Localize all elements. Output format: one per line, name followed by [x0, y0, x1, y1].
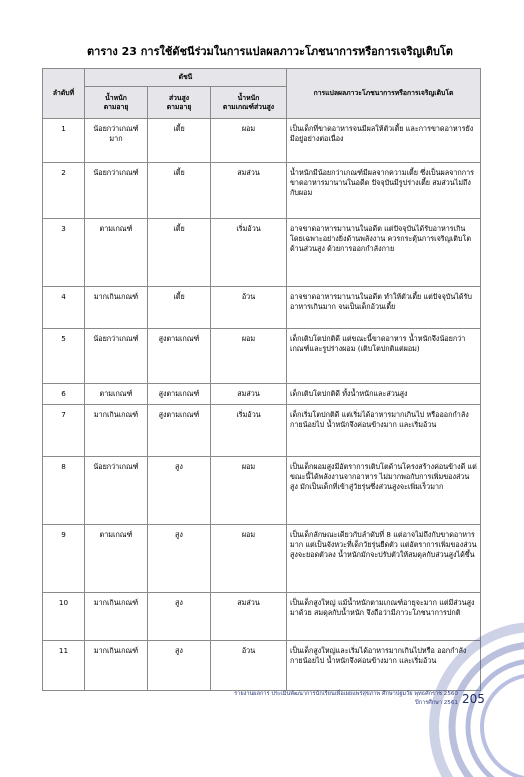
cell-interpretation: เด็กเริ่มโตปกติดี แต่เริ่มได้อาหารมากเกินไป หรือออกกำลังกายน้อยไป น้ำหนักจึงค่อนข้างมาก และเริ่มอ้วน — [287, 405, 481, 457]
cell-interpretation: เป็นเด็กผอมสูงมีอัตราการเติบโตด้านโครงสร้างค่อนข้างดี แต่ขณะนี้ได้พลังงานจากอาหาร ไม่มากพอกับการเพิ่มของส่วนสูง มักเป็นเด็กที่เข้าสู่วัยรุ่นซึ่งส่วนสูงจะเพิ่มเร็วมาก — [287, 457, 481, 525]
header-weight-for-age-line2: ตามอายุ — [103, 102, 129, 111]
row-number: 2 — [43, 163, 85, 219]
cell-weight-for-height: สมส่วน — [211, 593, 287, 641]
cell-weight-for-age: น้อยกว่าเกณฑ์ — [85, 329, 148, 384]
cell-weight-for-height: เริ่มอ้วน — [211, 405, 287, 457]
row-number: 9 — [43, 525, 85, 593]
cell-weight-for-height: สมส่วน — [211, 163, 287, 219]
footer-report-title — [200, 690, 458, 708]
cell-weight-for-height: ผอม — [211, 457, 287, 525]
table-row — [43, 384, 481, 405]
cell-weight-for-height: ผอม — [211, 119, 287, 163]
row-number: 4 — [43, 287, 85, 329]
cell-weight-for-age: ตามเกณฑ์ — [85, 219, 148, 287]
footer-line2: ปีการศึกษา 2561 — [415, 700, 458, 706]
cell-interpretation: เป็นเด็กที่ขาดอาหารจนมีผลให้ตัวเตี้ย และการขาดอาหารยังมีอยู่อย่างต่อเนื่อง — [287, 119, 481, 163]
cell-interpretation: น้ำหนักมีน้อยกว่าเกณฑ์มีผลจากความเตี้ย ซึ่งเป็นผลจากการขาดอาหารมานานในอดีต ปัจจุบันมีรูปร่างเตี้ย สมส่วนไม่ถึงกับผอม — [287, 163, 481, 219]
cell-interpretation: เป็นเด็กสูงใหญ่และเริ่มได้อาหารมากเกินไปหรือ ออกกำลังกายน้อยไป น้ำหนักจึงค่อนข้างมาก และเริ่มอ้วน — [287, 641, 481, 691]
row-number: 11 — [43, 641, 85, 691]
cell-height-for-age: สูง — [148, 525, 211, 593]
table-row — [43, 525, 481, 593]
cell-weight-for-age: น้อยกว่าเกณฑ์ มาก — [85, 119, 148, 163]
cell-height-for-age: เตี้ย — [148, 119, 211, 163]
cell-height-for-age: สูง — [148, 457, 211, 525]
cell-weight-for-age: มากเกินเกณฑ์ — [85, 641, 148, 691]
header-index-group: ดัชนี — [85, 69, 287, 87]
cell-height-for-age: สูงตามเกณฑ์ — [148, 329, 211, 384]
cell-weight-for-height: อ้วน — [211, 641, 287, 691]
cell-weight-for-age: มากเกินเกณฑ์ — [85, 405, 148, 457]
table-row — [43, 163, 481, 219]
cell-height-for-age: สูงตามเกณฑ์ — [148, 384, 211, 405]
cell-weight-for-height: ผอม — [211, 329, 287, 384]
cell-weight-for-age: มากเกินเกณฑ์ — [85, 593, 148, 641]
cell-weight-for-age: น้อยกว่าเกณฑ์ — [85, 163, 148, 219]
nutrition-index-table — [42, 68, 481, 691]
row-number: 8 — [43, 457, 85, 525]
cell-interpretation: เป็นเด็กลักษณะเดียวกับลำดับที่ 8 แต่อาจไม่ถึงกับขาดอาหารมาก แต่เป็นจังหวะที่เด็กวัยรุ่นยืดตัว แต่อัตราการเพิ่มของส่วนสูงจะยอดตัวลง น้ำหนักมักจะปรับตัวให้สมดุลกับส่วนสูงได้ขึ้น — [287, 525, 481, 593]
cell-interpretation: อาจขาดอาหารมานานในอดีต แต่ปัจจุบันได้รับอาหารเกิน โดยเฉพาะอย่างยิ่งด้านพลังงาน ควรกระตุ้นการเจริญเติบโตด้านส่วนสูง ด้วยการออกกำลังกาย — [287, 219, 481, 287]
header-no: ลำดับที่ — [43, 69, 85, 119]
header-weight-for-height — [211, 87, 287, 119]
header-weight-for-height-line1: น้ำหนัก — [237, 93, 260, 102]
cell-height-for-age: สูงตามเกณฑ์ — [148, 405, 211, 457]
table-row — [43, 457, 481, 525]
table-row — [43, 287, 481, 329]
header-weight-for-age — [85, 87, 148, 119]
cell-interpretation: เด็กเติบโตปกติดี แต่ขณะนี้ขาดอาหาร น้ำหนักจึงน้อยกว่าเกณฑ์และรูปร่างผอม (เติบโตปกติแต่ผอม) — [287, 329, 481, 384]
cell-weight-for-height: เริ่มอ้วน — [211, 219, 287, 287]
cell-height-for-age: สูง — [148, 641, 211, 691]
cell-interpretation: เด็กเติบโตปกติดี ทั้งน้ำหนักและส่วนสูง — [287, 384, 481, 405]
cell-weight-for-age: ตามเกณฑ์ — [85, 384, 148, 405]
cell-weight-for-height: อ้วน — [211, 287, 287, 329]
page-number: 205 — [462, 692, 485, 706]
cell-weight-for-height: ผอม — [211, 525, 287, 593]
table-row — [43, 119, 481, 163]
table-title: ตาราง 23 การใช้ดัชนีร่วมในการแปลผลภาวะโภชนาการหรือการเจริญเติบโต — [87, 45, 453, 58]
header-interpretation: การแปลผลภาวะโภชนาการหรือการเจริญเติบโต — [287, 69, 481, 119]
row-number: 10 — [43, 593, 85, 641]
table-row — [43, 405, 481, 457]
header-height-for-age — [148, 87, 211, 119]
table-row — [43, 329, 481, 384]
header-weight-for-height-line2: ตามเกณฑ์ส่วนสูง — [222, 102, 275, 111]
cell-height-for-age: สูง — [148, 593, 211, 641]
cell-weight-for-age: น้อยกว่าเกณฑ์ — [85, 457, 148, 525]
footer-line1: รายงานผลการ ประเมินพัฒนาการนักเรียนเพื่อเผยแพร่สุขภาพ ศึกษาปฐมวัย พุทธศักราช 2560 — [234, 691, 458, 697]
cell-weight-for-age: มากเกินเกณฑ์ — [85, 287, 148, 329]
header-weight-for-age-line1: น้ำหนัก — [105, 93, 127, 102]
cell-height-for-age: เตี้ย — [148, 287, 211, 329]
cell-interpretation: อาจขาดอาหารมานานในอดีต ทำให้ตัวเตี้ย แต่ปัจจุบันได้รับอาหารเกินมาก จนเป็นเด็กอ้วนเตี้ย — [287, 287, 481, 329]
cell-height-for-age: เตี้ย — [148, 219, 211, 287]
row-number: 3 — [43, 219, 85, 287]
cell-weight-for-age: ตามเกณฑ์ — [85, 525, 148, 593]
row-number: 5 — [43, 329, 85, 384]
table-row — [43, 219, 481, 287]
header-height-for-age-line1: ส่วนสูง — [168, 93, 190, 102]
row-number: 6 — [43, 384, 85, 405]
cell-weight-for-height: สมส่วน — [211, 384, 287, 405]
header-height-for-age-line2: ตามอายุ — [166, 102, 192, 111]
row-number: 1 — [43, 119, 85, 163]
row-number: 7 — [43, 405, 85, 457]
cell-interpretation: เป็นเด็กสูงใหญ่ แม้น้ำหนักตามเกณฑ์อายุจะมาก แต่มีส่วนสูงมาด้วย สมดุลกับน้ำหนัก จึงถือว่ามีภาวะโภชนาการปกติ — [287, 593, 481, 641]
cell-height-for-age: เตี้ย — [148, 163, 211, 219]
